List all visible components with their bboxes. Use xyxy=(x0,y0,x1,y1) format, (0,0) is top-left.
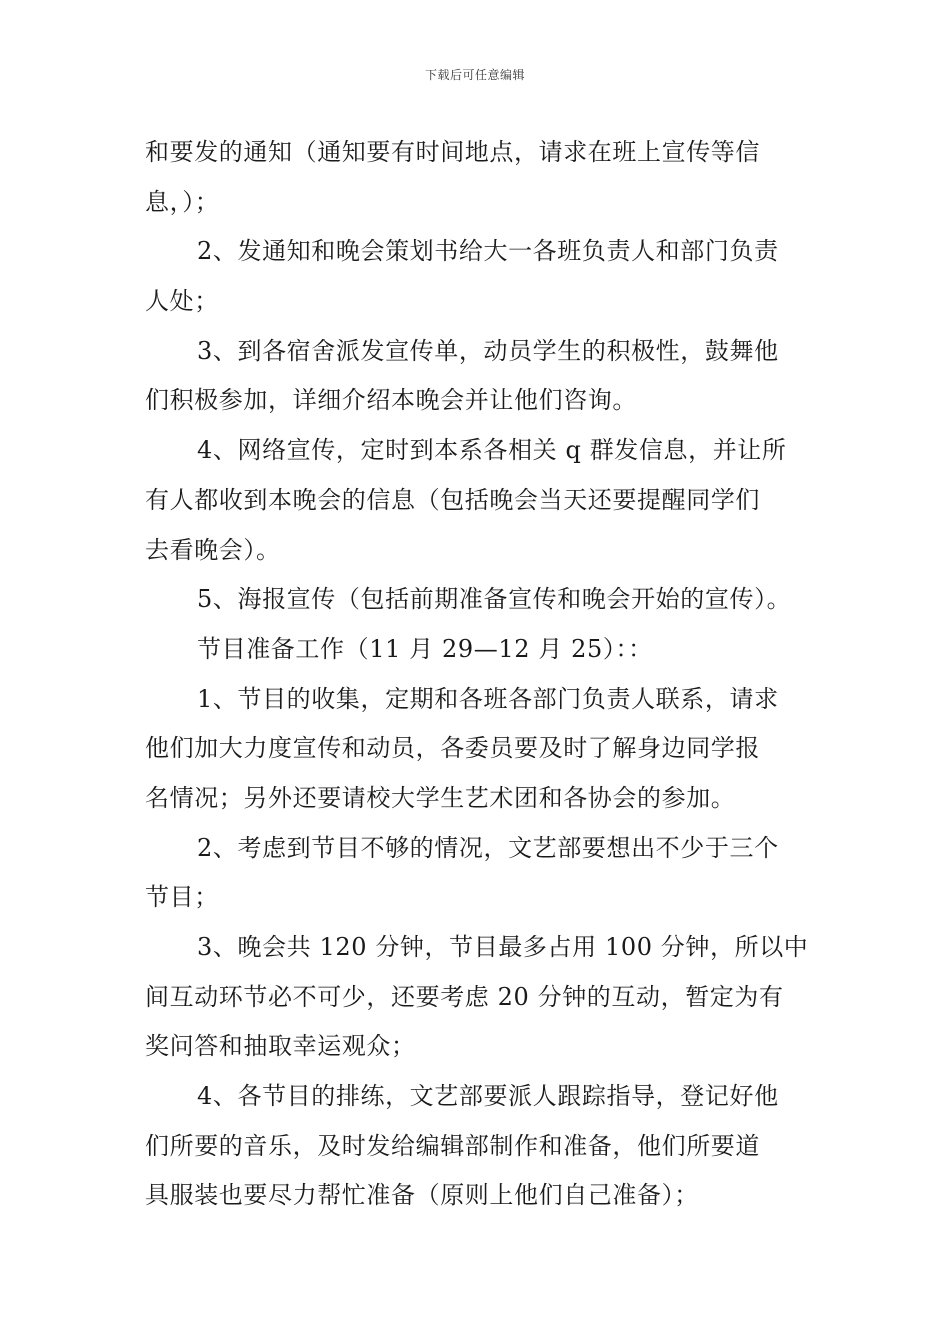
text-line: 们积极参加，详细介绍本晚会并让他们咨询。 xyxy=(145,386,637,415)
text-line: 他们加大力度宣传和动员，各委员要及时了解身边同学报 xyxy=(145,734,760,763)
text-line: 1、节目的收集，定期和各班各部门负责人联系，请求 xyxy=(197,684,779,713)
text-line: 去看晚会）。 xyxy=(145,535,281,564)
text-line: 5、海报宣传（包括前期准备宣传和晚会开始的宣传）。 xyxy=(197,585,792,614)
text-line: 息，）； xyxy=(145,187,220,216)
text-line: 有人都收到本晚会的信息（包括晚会当天还要提醒同学们 xyxy=(145,485,760,514)
text-line: 3、到各宿舍派发宣传单，动员学生的积极性，鼓舞他 xyxy=(197,336,779,365)
text-line: 和要发的通知（通知要有时间地点，请求在班上宣传等信 xyxy=(145,138,760,166)
document-body xyxy=(145,128,810,1221)
text-line: 具服装也要尽力帮忙准备（原则上他们自己准备）； xyxy=(145,1181,699,1210)
text-line: 3、晚会共 120 分钟，节目最多占用 100 分钟，所以中 xyxy=(197,933,809,961)
text-line: 人处； xyxy=(145,287,219,316)
header-note: 下载后可任意编辑 xyxy=(424,68,525,82)
section-heading: 节目准备工作（11 月 29—12 月 25）：： xyxy=(197,634,653,663)
text-line: 奖问答和抽取幸运观众； xyxy=(145,1032,416,1061)
text-line: 间互动环节必不可少，还要考虑 20 分钟的互动，暂定为有 xyxy=(145,982,784,1011)
text-line: 4、网络宣传，定时到本系各相关 q 群发信息，并让所 xyxy=(197,436,787,465)
text-line: 2、考虑到节目不够的情况，文艺部要想出不少于三个 xyxy=(197,833,779,862)
text-line: 们所要的音乐，及时发给编辑部制作和准备，他们所要道 xyxy=(145,1131,760,1160)
text-line: 名情况；另外还要请校大学生艺术团和各协会的参加。 xyxy=(145,783,736,812)
text-line: 2、发通知和晚会策划书给大一各班负责人和部门负责 xyxy=(197,237,779,266)
text-line: 节目； xyxy=(145,883,219,912)
text-line: 4、各节目的排练，文艺部要派人跟踪指导，登记好他 xyxy=(197,1082,779,1111)
